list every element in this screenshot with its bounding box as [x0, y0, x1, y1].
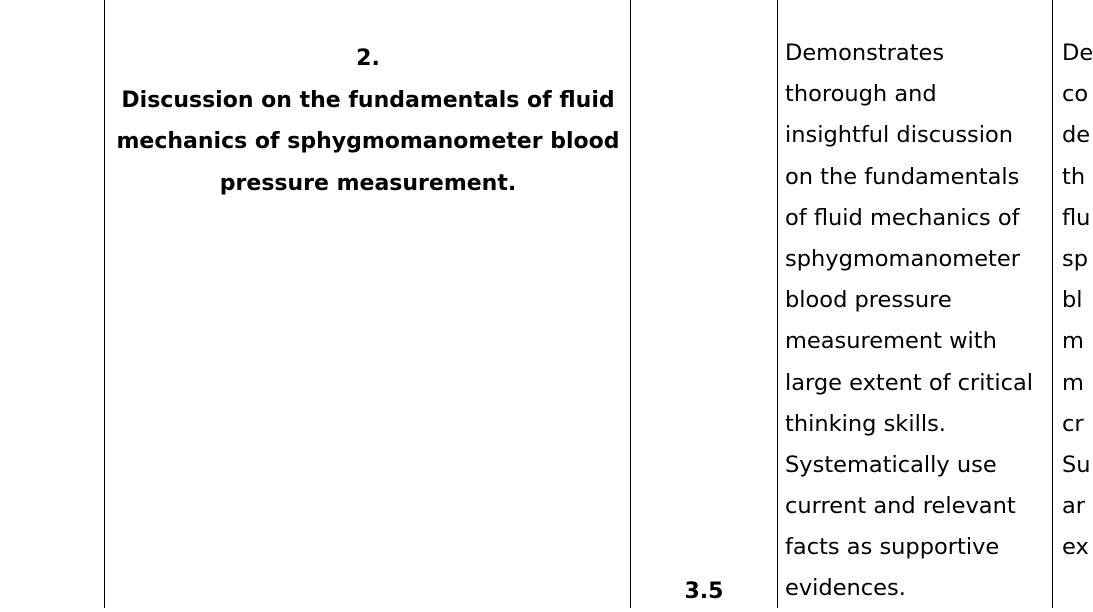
fragment-line: m [1062, 328, 1084, 355]
table-border-criterion-right [630, 0, 631, 608]
descriptor-line: thorough and [785, 81, 937, 108]
fragment-line: flu [1062, 204, 1091, 231]
descriptor-line: sphygmomanometer [785, 245, 1020, 272]
fragment-line: cr [1062, 410, 1084, 437]
marks-value: 3.5 [684, 579, 724, 604]
criterion-line: Discussion on the fundamentals of fluid [121, 87, 615, 113]
descriptor-line: current and relevant [785, 493, 1016, 520]
fragment-line: m [1062, 369, 1084, 396]
descriptor-line: thinking skills. [785, 410, 946, 437]
fragment-line: ar [1062, 493, 1086, 520]
criterion-line: pressure measurement. [219, 170, 517, 196]
descriptor-line: large extent of critical [785, 369, 1034, 396]
descriptor-line: blood pressure [785, 287, 952, 314]
fragment-line: Su [1062, 451, 1091, 478]
table-border-left [104, 0, 105, 608]
fragment-line: sp [1062, 245, 1089, 272]
descriptor-line: evidences. [785, 575, 906, 602]
descriptor-line: of fluid mechanics of [785, 204, 1020, 231]
descriptor-line: facts as supportive [785, 534, 1000, 561]
fragment-line: th [1062, 163, 1086, 190]
descriptor-line: measurement with [785, 328, 997, 355]
descriptor-cell [785, 33, 1050, 610]
descriptor-line: on the fundamentals [785, 163, 1020, 190]
table-border-marks-right [777, 0, 778, 608]
criterion-cell [106, 38, 630, 204]
descriptor-line: Demonstrates [785, 40, 945, 66]
fragment-line: De [1062, 40, 1093, 66]
table-border-descriptor-right [1052, 0, 1053, 608]
descriptor-line: insightful discussion [785, 122, 1014, 149]
descriptor-line: Systematically use [785, 451, 997, 478]
fragment-line: ex [1062, 534, 1089, 561]
criterion-number: 2. [356, 46, 380, 71]
fragment-line: bl [1062, 287, 1083, 314]
next-column-fragment [1062, 33, 1092, 568]
fragment-line: de [1062, 122, 1091, 149]
criterion-line: mechanics of sphygmomanometer blood [116, 129, 620, 154]
fragment-line: co [1062, 81, 1089, 108]
